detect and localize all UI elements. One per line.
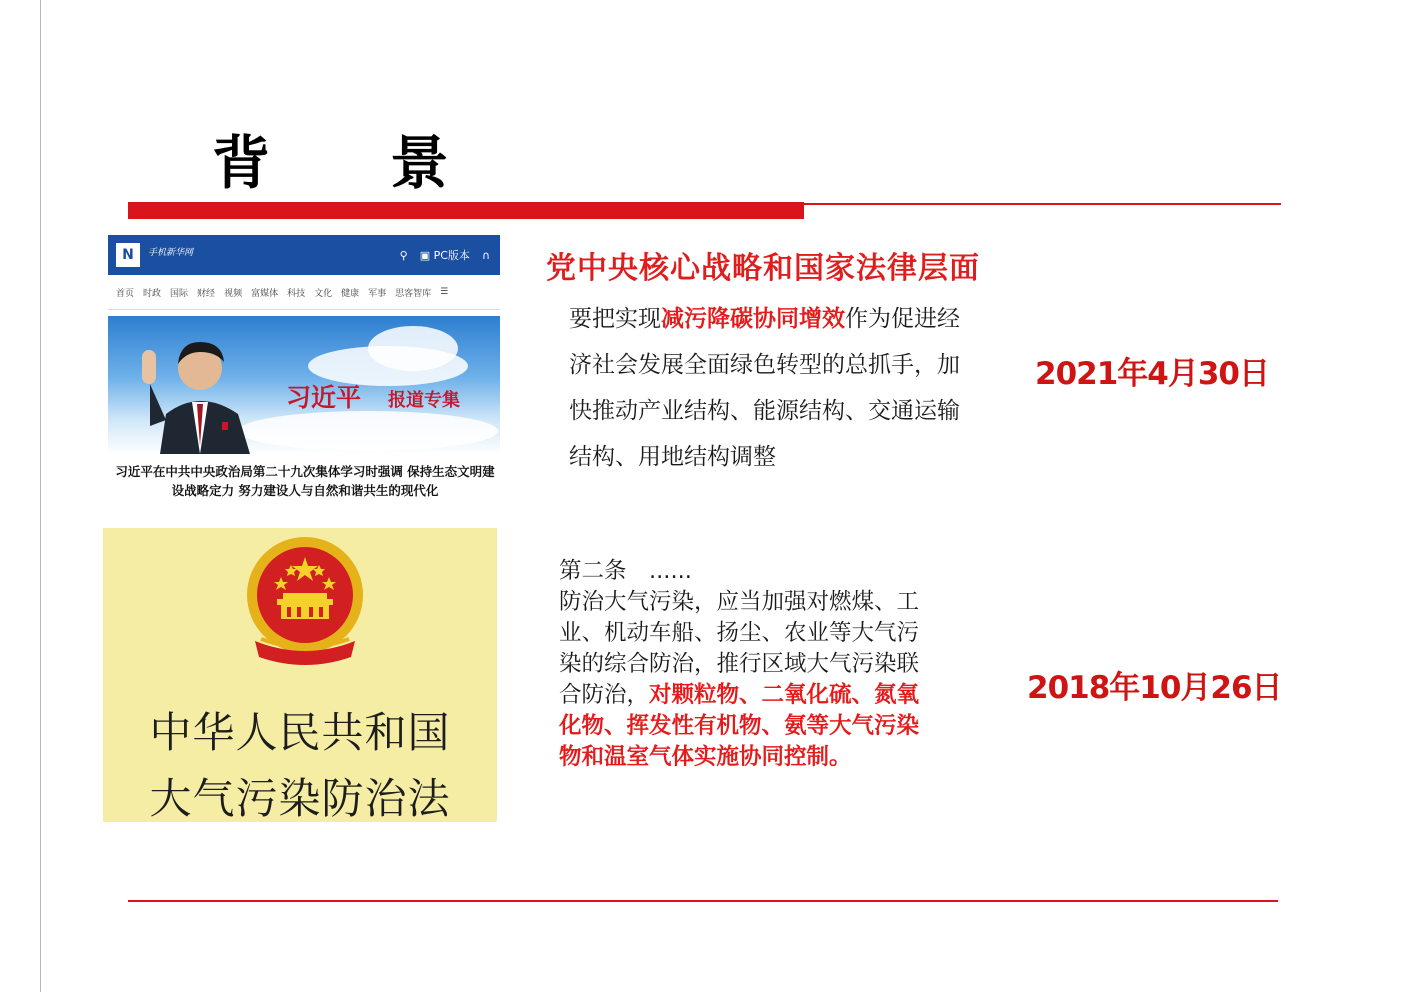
news-screenshot xyxy=(108,235,500,520)
slide-title: 背 景 xyxy=(212,129,499,197)
left-margin-rule xyxy=(40,0,41,992)
banner-subtitle: 报道专集 xyxy=(388,390,460,411)
law-clause-label: 第二条 ...... xyxy=(559,558,692,584)
para1-highlight: 减污降碳协同增效 xyxy=(661,306,845,332)
para1-post: 作为促进经济社会发展全面绿色转型的总抓手，加快推动产业结构、能源结构、交通运输结构、用地结构调整 xyxy=(569,306,960,470)
category-item[interactable]: 健康 xyxy=(341,288,360,299)
category-item[interactable]: 军事 xyxy=(368,288,387,299)
cover-title-line2: 大气污染防治法 xyxy=(149,774,451,822)
para1-pre: 要把实现 xyxy=(569,306,661,332)
pc-version-link[interactable] xyxy=(420,247,470,263)
law-paragraph xyxy=(559,556,924,773)
news-app-name: 手机新华网 xyxy=(148,248,194,258)
news-headline[interactable]: 习近平在中共中央政治局第二十九次集体学习时强调 保持生态文明建设战略定力 努力建设人与自然和谐共生的现代化 xyxy=(115,464,495,498)
cloud-shape xyxy=(238,411,498,451)
category-item[interactable]: 首页 xyxy=(116,288,135,299)
title-underline-thick xyxy=(128,202,804,219)
xinhua-logo: N xyxy=(116,243,140,267)
category-item[interactable]: 国际 xyxy=(170,288,189,299)
category-item[interactable]: 时政 xyxy=(143,288,162,299)
monitor-icon: ▣ xyxy=(419,249,431,262)
cloud-shape xyxy=(368,326,458,371)
pc-version-label: PC版本 xyxy=(433,249,470,262)
strategy-paragraph xyxy=(569,296,974,480)
menu-icon[interactable]: ☰ xyxy=(440,287,449,297)
law-book-cover xyxy=(103,528,497,822)
headphones-icon[interactable]: ∩ xyxy=(481,248,490,262)
title-underline xyxy=(128,202,1281,220)
category-item[interactable]: 财经 xyxy=(197,288,216,299)
cover-title-line1: 中华人民共和国 xyxy=(149,708,451,757)
news-category-bar xyxy=(108,275,500,310)
para2-highlight: 对颗粒物、二氧化硫、氮氧化物、挥发性有机物、氨等大气污染物和温室气体实施协同控制。 xyxy=(559,682,920,770)
para2-pre: 防治大气污染，应当加强对燃煤、工业、机动车船、扬尘、农业等大气污染的综合防治，推行区域大气污染联合防治， xyxy=(559,589,920,708)
search-icon[interactable]: ⚲ xyxy=(399,248,408,262)
leader-photo xyxy=(140,328,260,454)
date-2021: 2021年4月30日 xyxy=(1035,356,1269,392)
category-item[interactable]: 文化 xyxy=(314,288,333,299)
bottom-rule xyxy=(128,900,1278,902)
category-item[interactable]: 思客智库 xyxy=(395,288,432,299)
national-emblem xyxy=(241,533,369,667)
news-banner[interactable] xyxy=(108,316,500,454)
section-heading: 党中央核心战略和国家法律层面 xyxy=(546,251,980,286)
news-header-icons xyxy=(400,247,490,263)
title-underline-thin xyxy=(804,203,1281,205)
news-header-bar xyxy=(108,235,500,275)
category-item[interactable]: 视频 xyxy=(224,288,243,299)
category-item[interactable]: 富媒体 xyxy=(251,288,279,299)
category-item[interactable]: 科技 xyxy=(287,288,306,299)
banner-name: 习近平 xyxy=(286,383,362,412)
date-2018: 2018年10月26日 xyxy=(1027,670,1282,706)
